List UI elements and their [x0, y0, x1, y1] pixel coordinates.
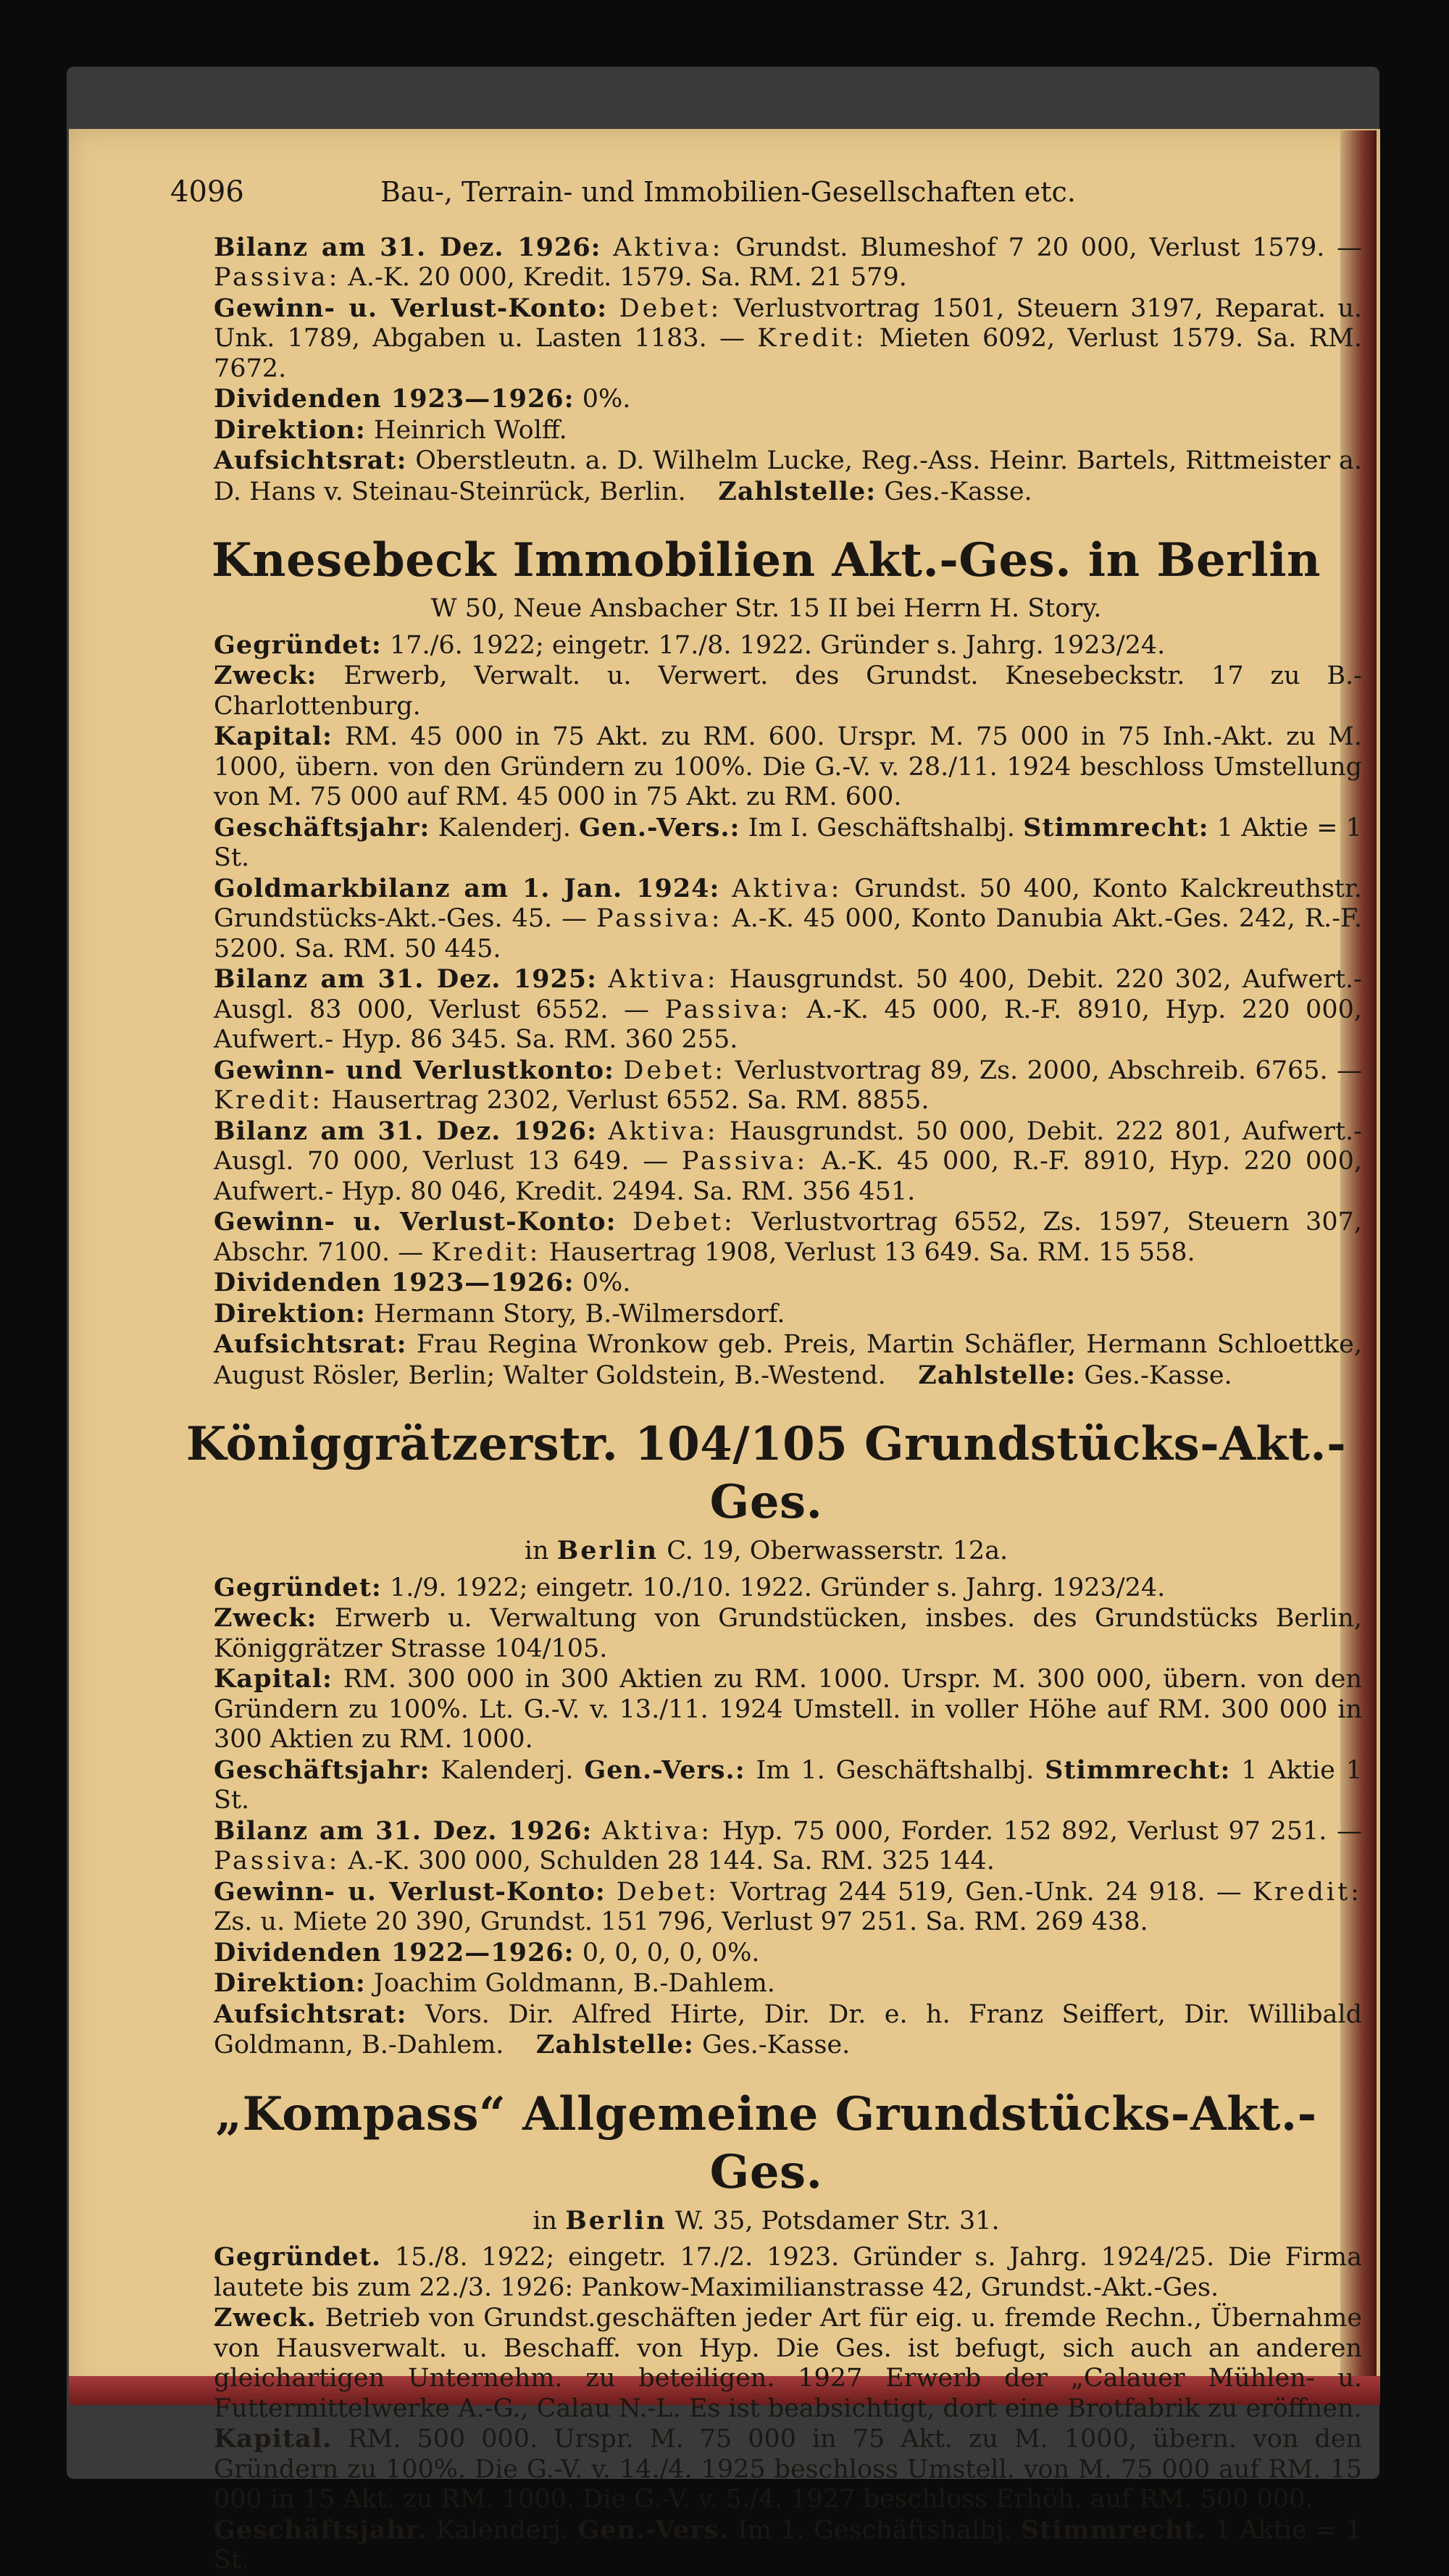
direktion-line: Direktion: Heinrich Wolff.	[214, 414, 567, 445]
dividenden-line: Dividenden 1923—1926: 0%.	[214, 384, 631, 414]
company-title: „Kompass“ Allgemeine Grundstücks-Akt.-Ges.	[215, 2086, 1317, 2199]
running-title: Bau-, Terrain- und Immobilien-Gesellschaften etc.	[380, 176, 1076, 208]
entry-koeniggraetzer: Königgrätzerstr. 104/105 Grundstücks-Akt.-Ges. in Berlin C. 19, Oberwasserstr. 12a. Gegründet: 1./9. 1922; eingetr. 10./10. 1922. Gründer s. Jahrg. 1923/24. Zweck: Erwerb u. Verwaltung von Grundstücken, insbes. des Grundstücks Berlin, Königgrätzer Strasse 104/105. Kapital: RM. 300 000 in 300 Aktien zu RM. 1000. Urspr. M. 300 000, übern. von den Gründern zu 100%. Lt. G.-V. v. 13./11. 1924 Umstell. in voller Höhe auf RM. 300 000 in 300 Aktien zu RM. 1000. Geschäftsjahr: Kalenderj. Gen.-Vers.: Im 1. Geschäftshalbj. Stimmrecht: 1 Aktie 1 St. Bilanz am 31. Dez. 1926: Aktiva: Hyp. 75 000, Forder. 152 892, Verlust 97 251. — Passiva: A.-K. 300 000, Schulden 28 144. Sa. RM. 325 144. Gewinn- u. Verlust-Konto: Debet: Vortrag 244 519, Gen.-Unk. 24 918. — Kredit: Zs. u. Miete 20 390, Grundst. 151 796, Verlust 97 251. Sa. RM. 269 438. Dividenden 1922—1926: 0, 0, 0, 0, 0%. Direktion: Joachim Goldmann, B.-Dahlem. Aufsichtsrat: Vors. Dir. Alfred Hirte, Dir. Dr. e. h. Franz Seiffert, Dir. Willibald Goldmann, B.-Dahlem. Zahlstelle: Ges.-Kasse.	[170, 1415, 1362, 2061]
bilanz-line: Bilanz am 31. Dez. 1926: Aktiva: Grundst. Blumeshof 7 20 000, Verlust 1579. — Passiva: A.-K. 20 000, Kredit. 1579. Sa. RM. 21 579.	[214, 232, 1362, 292]
guv-line: Gewinn- u. Verlust-Konto: Debet: Verlustvortrag 1501, Steuern 3197, Reparat. u. Unk. 1789, Abgaben u. Lasten 1183. — Kredit: Mieten 6092, Verlust 1579. Sa. RM. 7672.	[214, 293, 1362, 383]
entry-knesebeck: Knesebeck Immobilien Akt.-Ges. in Berlin W 50, Neue Ansbacher Str. 15 II bei Herrn H. Story. Gegründet: 17./6. 1922; eingetr. 17./8. 1922. Gründer s. Jahrg. 1923/24. Zweck: Erwerb, Verwalt. u. Verwert. des Grundst. Knesebeckstr. 17 zu B.-Charlottenburg. Kapital: RM. 45 000 in 75 Akt. zu RM. 600. Urspr. M. 75 000 in 75 Inh.-Akt. zu M. 1000, übern. von den Gründern zu 100%. Die G.-V. v. 28./11. 1924 beschloss Umstellung von M. 75 000 auf RM. 45 000 in 75 Akt. zu RM. 600. Geschäftsjahr: Kalenderj. Gen.-Vers.: Im I. Geschäftshalbj. Stimmrecht: 1 Aktie = 1 St. Goldmarkbilanz am 1. Jan. 1924: Aktiva: Grundst. 50 400, Konto Kalckreuthstr. Grundstücks-Akt.-Ges. 45. — Passiva: A.-K. 45 000, Konto Danubia Akt.-Ges. 242, R.-F. 5200. Sa. RM. 50 445. Bilanz am 31. Dez. 1925: Aktiva: Hausgrundst. 50 400, Debit. 220 302, Aufwert.- Ausgl. 83 000, Verlust 6552. — Passiva: A.-K. 45 000, R.-F. 8910, Hyp. 220 000, Aufwert.- Hyp. 86 345. Sa. RM. 360 255. Gewinn- und Verlustkonto: Debet: Verlustvortrag 89, Zs. 2000, Abschreib. 6765. — Kredit: Hausertrag 2302, Verlust 6552. Sa. RM. 8855. Bilanz am 31. Dez. 1926: Aktiva: Hausgrundst. 50 000, Debit. 222 801, Aufwert.- Ausgl. 70 000, Verlust 13 649. — Passiva: A.-K. 45 000, R.-F. 8910, Hyp. 220 000, Aufwert.- Hyp. 80 046, Kredit. 2494. Sa. RM. 356 451. Gewinn- u. Verlust-Konto: Debet: Verlustvortrag 6552, Zs. 1597, Steuern 307, Abschr. 7100. — Kredit: Hausertrag 1908, Verlust 13 649. Sa. RM. 15 558. Dividenden 1923—1926: 0%. Direktion: Hermann Story, B.-Wilmersdorf. Aufsichtsrat: Frau Regina Wronkow geb. Preis, Martin Schäfler, Hermann Schloettke, August Rösler, Berlin; Walter Goldstein, B.-Westend. Zahlstelle: Ges.-Kasse.	[170, 532, 1362, 1391]
company-address: in Berlin W. 35, Potsdamer Str. 31.	[533, 2205, 1000, 2236]
company-title: Knesebeck Immobilien Akt.-Ges. in Berlin	[211, 533, 1321, 587]
page-header	[170, 177, 1362, 208]
entry-kompass: „Kompass“ Allgemeine Grundstücks-Akt.-Ges. in Berlin W. 35, Potsdamer Str. 31. Gegründet. 15./8. 1922; eingetr. 17./2. 1923. Gründer s. Jahrg. 1924/25. Die Firma lautete bis zum 22./3. 1926: Pankow-Maximilianstrasse 42, Grundst.-Akt.-Ges. Zweck. Betrieb von Grundst.geschäften jeder Art für eig. u. fremde Rechn., Übernahme von Hausverwalt. u. Beschaff. von Hyp. Die Ges. ist befugt, sich auch an anderen gleichartigen Unternehm. zu beteiligen. 1927 Erwerb der „Calauer Mühlen- u. Futtermittelwerke A.-G., Calau N.-L. Es ist beabsichtigt, dort eine Brotfabrik zu eröffnen. Kapital. RM. 500 000. Urspr. M. 75 000 in 75 Akt. zu M. 1000, übern. von den Gründern zu 100%. Die G.-V. v. 14./4. 1925 beschloss Umstell. von M. 75 000 auf RM. 15 000 in 15 Akt. zu RM. 1000. Die G.-V. v. 5./4. 1927 beschloss Erhöh. auf RM. 500 000. Geschäftsjahr. Kalenderj. Gen.-Vers. Im 1. Geschäftshalbj. Stimmrecht. 1 Aktie = 1 St.	[170, 2086, 1362, 2576]
company-address: W 50, Neue Ansbacher Str. 15 II bei Herrn H. Story.	[430, 594, 1102, 623]
page-content	[170, 177, 1362, 2576]
company-address: in Berlin C. 19, Oberwasserstr. 12a.	[524, 1536, 1009, 1565]
company-title: Königgrätzerstr. 104/105 Grundstücks-Akt.-Ges.	[185, 1417, 1347, 1529]
page-number: 4096	[170, 175, 244, 209]
aufsichtsrat-line: Aufsichtsrat: Oberstleutn. a. D. Wilhelm Lucke, Reg.-Ass. Heinr. Bartels, Rittmeister a. D. Hans v. Steinau-Steinrück, Berlin. Zahlstelle: Ges.-Kasse.	[214, 446, 1362, 506]
entry-previous-company	[170, 233, 1362, 508]
